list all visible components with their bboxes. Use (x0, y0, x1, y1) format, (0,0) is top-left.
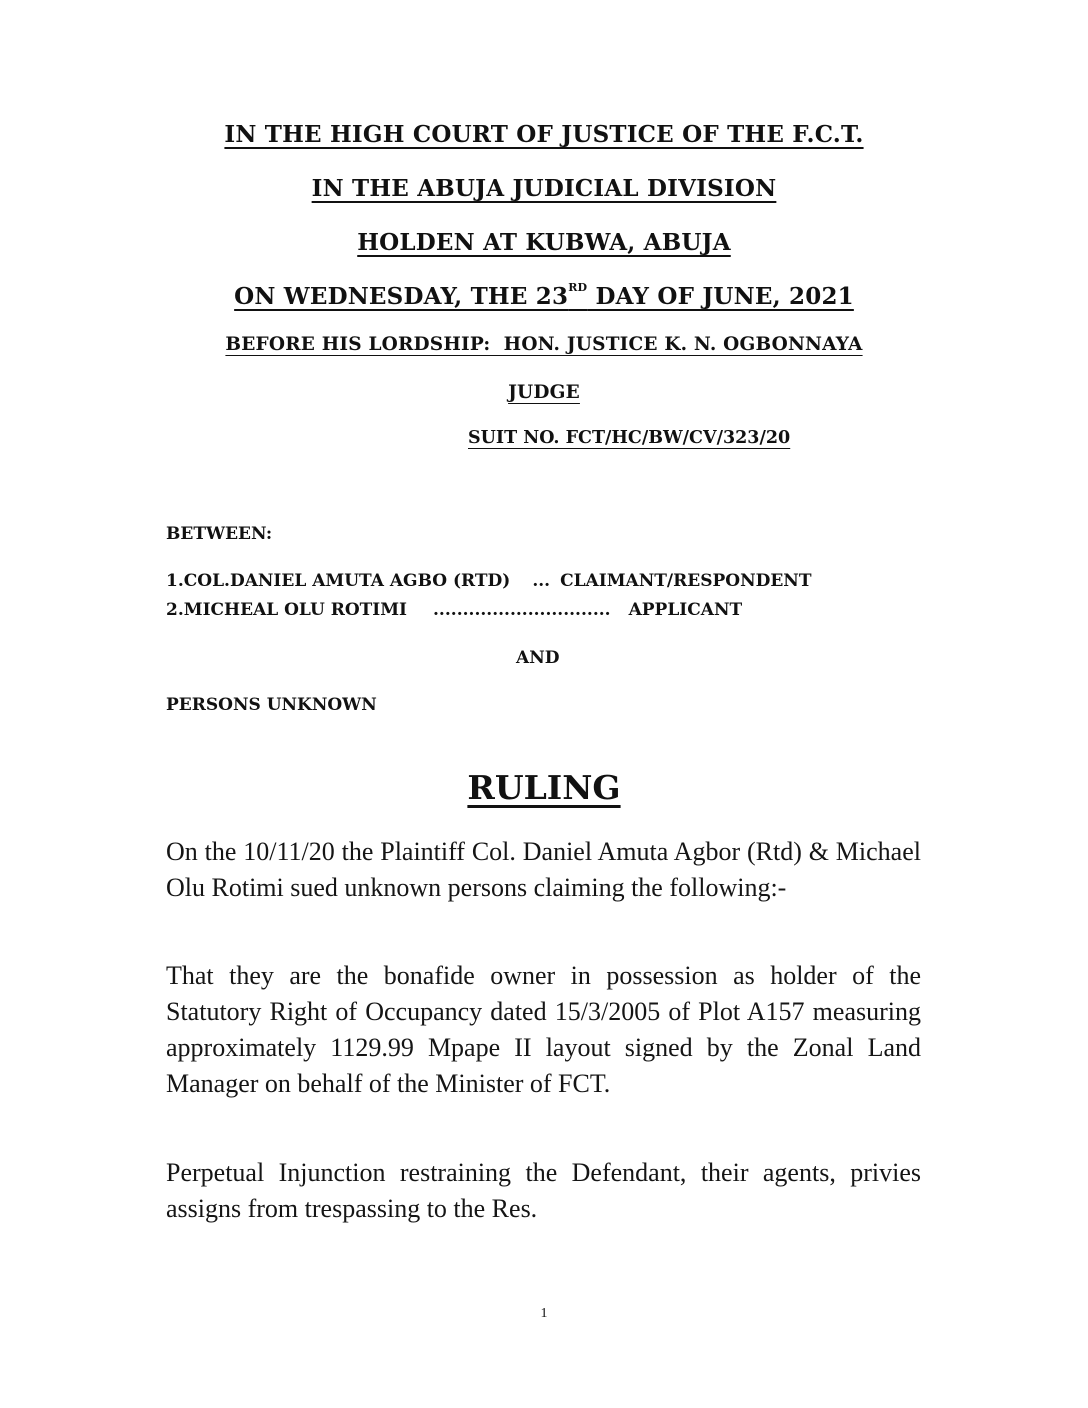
court-heading: IN THE HIGH COURT OF JUSTICE OF THE F.C.T. (224, 121, 864, 148)
holden-heading: HOLDEN AT KUBWA, ABUJA (357, 229, 731, 256)
party-1-name: 1.COL.DANIEL AMUTA AGBO (RTD) (166, 571, 511, 591)
party-1-role: CLAIMANT/RESPONDENT (560, 571, 812, 591)
party-2-dots: .............................. (433, 600, 611, 620)
suit-number: SUIT NO. FCT/HC/BW/CV/323/20 (468, 428, 791, 448)
paragraph-1: On the 10/11/20 the Plaintiff Col. Daniel Amuta Agbor (Rtd) & Michael Olu Rotimi sued unknown persons claiming the following:- (166, 837, 921, 902)
party-1 (166, 571, 812, 591)
party-1-dots: ... (532, 571, 551, 591)
party-2 (166, 600, 742, 620)
before-heading: BEFORE HIS LORDSHIP: HON. JUSTICE K. N. OGBONNAYA (225, 334, 863, 355)
date-prefix: ON WEDNESDAY, THE 23 (234, 283, 569, 310)
between-label: BETWEEN: (166, 524, 273, 544)
page-number: 1 (540, 1306, 548, 1321)
judge-heading: JUDGE (508, 382, 580, 403)
ruling-title: RULING (467, 768, 621, 807)
paragraph-3: Perpetual Injunction restraining the Defendant, their agents, privies assigns from trespassing to the Res. (166, 1158, 921, 1223)
date-ordinal: RD (568, 281, 588, 294)
party-2-name: 2.MICHEAL OLU ROTIMI (166, 600, 408, 620)
division-heading: IN THE ABUJA JUDICIAL DIVISION (311, 175, 777, 202)
defendant-label: PERSONS UNKNOWN (166, 695, 377, 715)
date-heading (0, 283, 1088, 310)
date-suffix: DAY OF JUNE, 2021 (587, 283, 854, 310)
party-2-role: APPLICANT (628, 600, 743, 620)
and-label: AND (516, 648, 560, 668)
paragraph-2: That they are the bonafide owner in possession as holder of the Statutory Right of Occupancy dated 15/3/2005 of Plot A157 measuring approximately 1129.99 Mpape II layout signed by the Zonal Land Manager on behalf of the Minister of FCT. (166, 961, 921, 1098)
